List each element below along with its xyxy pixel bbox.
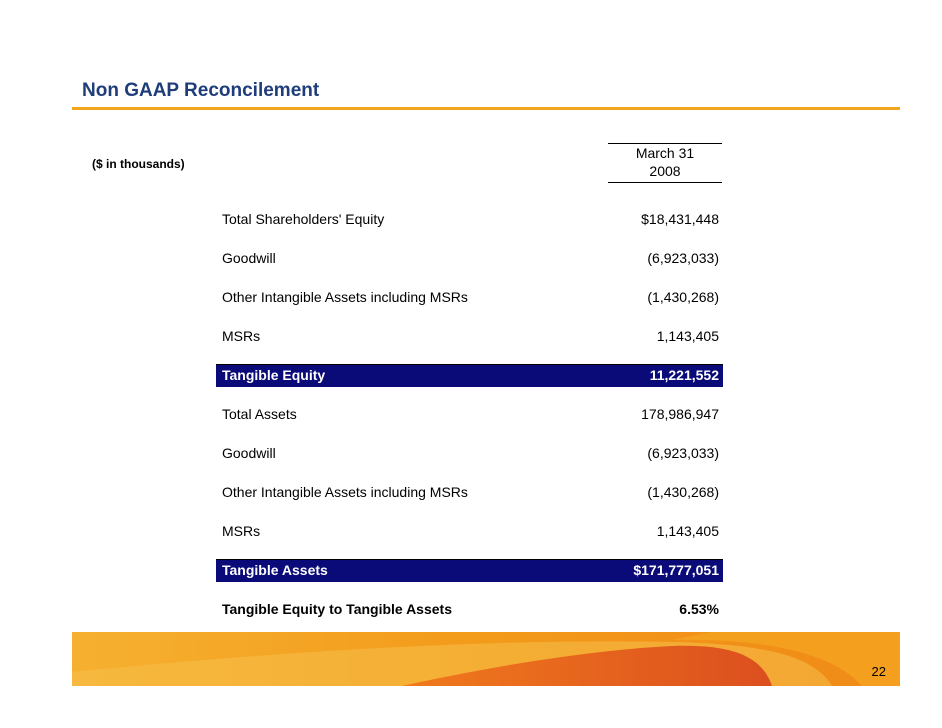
row-label: Tangible Equity [222,367,326,383]
row-label: Other Intangible Assets including MSRs [222,289,468,305]
table-row-tangible-assets [216,559,723,581]
table-row [216,286,723,308]
row-label: Goodwill [222,445,276,461]
table-row [216,208,723,230]
footer-swoosh-graphic [72,632,900,686]
row-value: 6.53% [679,601,719,617]
table-row [216,403,723,425]
row-value: 11,221,552 [649,367,719,383]
row-label: Tangible Assets [222,562,328,578]
row-value: (1,430,268) [647,289,719,305]
table-row [216,325,723,347]
page-number: 22 [871,664,886,679]
table-row-tangible-equity [216,364,723,386]
row-value: (6,923,033) [647,445,719,461]
column-header-month: March 31 [635,145,695,161]
units-note: ($ in thousands) [92,157,185,171]
row-value: (1,430,268) [647,484,719,500]
row-label: Tangible Equity to Tangible Assets [222,601,452,617]
table-row [216,481,723,503]
row-label: Total Assets [222,406,297,422]
row-value: $18,431,448 [641,211,719,227]
row-label: MSRs [222,328,261,344]
row-value: 178,986,947 [641,406,719,422]
table-row [216,520,723,542]
table-row [216,247,723,269]
row-value: $171,777,051 [633,562,719,578]
row-value: 1,143,405 [656,523,719,539]
table-row-ratio [216,598,723,620]
footer-band [72,632,900,686]
row-label: Total Shareholders' Equity [222,211,385,227]
page-title: Non GAAP Reconcilement [82,80,320,101]
row-value: (6,923,033) [647,250,719,266]
column-header-year: 2008 [649,163,681,179]
column-header [608,143,722,183]
row-value: 1,143,405 [656,328,719,344]
row-label: MSRs [222,523,261,539]
row-label: Goodwill [222,250,276,266]
title-underline [72,107,900,110]
table-row [216,442,723,464]
row-label: Other Intangible Assets including MSRs [222,484,468,500]
